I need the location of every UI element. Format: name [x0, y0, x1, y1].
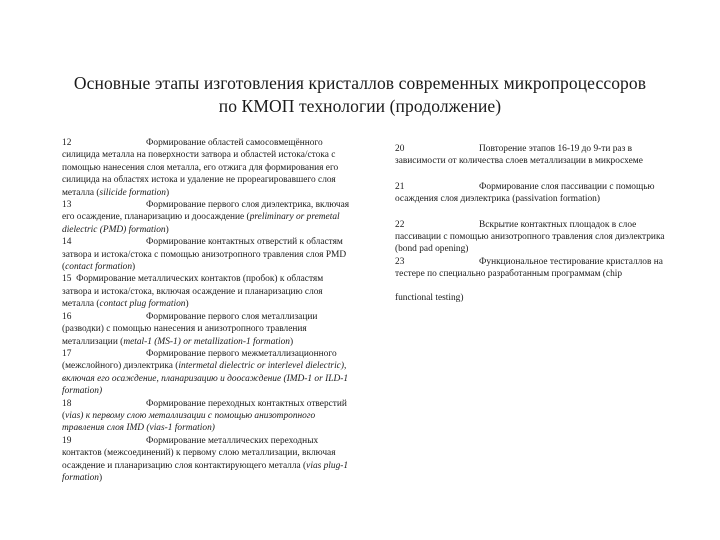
- step-term: vias plug-1 formation: [62, 460, 349, 483]
- step-text-end: ): [165, 224, 169, 235]
- step-number: 21: [395, 181, 405, 192]
- step-text-end: ): [185, 299, 189, 310]
- step-term: intermetal dielectric or interlevel dielectric), включая его осаждение, планаризацию и доосаждение (IMD-1 or ILD-1 formation): [62, 361, 349, 397]
- right-column: [395, 143, 671, 304]
- step-17: [62, 348, 354, 398]
- step-19: [62, 435, 354, 485]
- step-number: 17: [62, 348, 72, 359]
- step-23: [395, 256, 671, 281]
- step-text-end: ): [132, 262, 136, 273]
- step-number: 20: [395, 144, 405, 154]
- step-number: 14: [62, 237, 72, 248]
- step-text: Вскрытие контактных площадок в слое пассивации с помощью анизотропного травления слоя диэлектрика (bond pad opening): [395, 219, 665, 255]
- step-16: [62, 311, 354, 348]
- step-number: 15: [62, 274, 72, 285]
- step-21: [395, 181, 671, 206]
- step-text: Формирование переходных контактных отверстий (: [62, 398, 347, 421]
- step-number: 22: [395, 219, 405, 230]
- step-12: [62, 137, 354, 199]
- step-20: [395, 143, 671, 168]
- step-22: [395, 219, 671, 256]
- step-13: [62, 199, 354, 236]
- step-text: Формирование слоя пассивации с помощью осаждения слоя диэлектрика (passivation formation): [395, 181, 655, 205]
- step-14: [62, 236, 354, 273]
- step-number: 19: [62, 435, 72, 446]
- step-15: [62, 273, 354, 310]
- spacer: [395, 206, 671, 219]
- step-number: 16: [62, 311, 72, 322]
- spacer: [395, 281, 671, 292]
- step-text: Формирование первого межметаллизационного (межслойного) диэлектрика (: [62, 348, 337, 372]
- step-text-end: ): [165, 187, 170, 198]
- step-text: Формирование металлических контактов (пробок) к областям затвора и истока/стока, включая осаждение и планаризацию слоя металла (: [62, 274, 324, 310]
- left-column: [62, 137, 354, 484]
- step-18: [62, 398, 354, 435]
- step-text: Формирование областей самосовмещённого силицида металла на поверхности затвора и областей истока/стока с помощью нанесения слоя металла, его отжига для формирования его силицида на областях истока и удаление не прореагировавшего слоя металла (: [62, 138, 339, 198]
- step-text: Повторение этапов 16-19 до 9-ти раз в зависимости от количества слоев металлизации в микросхеме: [395, 144, 643, 167]
- step-number: 13: [62, 200, 72, 211]
- slide-title: [40, 72, 680, 118]
- step-text-end: ): [98, 472, 103, 483]
- step-number: 23: [395, 256, 405, 267]
- step-term: contact formation: [65, 262, 133, 273]
- step-number: 12: [62, 138, 72, 148]
- step-text: Формирование первого слоя диэлектрика, включая его осаждение, планаризацию и доосаждение (: [62, 200, 350, 223]
- step-term: contact plug formation: [99, 299, 186, 310]
- step-23-tail: functional testing): [395, 292, 464, 303]
- step-term: preliminary or premetal dielectric (PMD) formation: [62, 212, 340, 235]
- step-term: silicide formation: [99, 187, 166, 198]
- step-text: Формирование металлических переходных контактов (межсоединений) к первому слою металлизации, включая осаждение и планаризацию слоя контактирующего металла (: [62, 435, 336, 471]
- step-term: vias) к первому слою металлизации с помощью анизотропного травления слоя IMD (vias-1 formation): [62, 410, 316, 434]
- spacer: [395, 168, 671, 181]
- slide-title-line2: по КМОП технологии (продолжение): [218, 96, 502, 116]
- step-number: 18: [62, 398, 72, 409]
- step-term: metal-1 (MS-1) or metallization-1 formation: [123, 336, 290, 347]
- step-text: Формирование контактных отверстий к областям затвора и истока/стока с помощью анизотропного травления слоя PMD (: [62, 237, 347, 273]
- slide-title-line1: Основные этапы изготовления кристаллов современных микропроцессоров: [73, 73, 647, 93]
- step-text: Функциональное тестирование кристаллов на тестере по специально разработанным программам (chip: [395, 256, 663, 280]
- step-text: Формирование первого слоя металлизации (разводки) с помощью нанесения и анизотропного травления металлизации (: [62, 311, 318, 347]
- step-text-end: ): [289, 336, 294, 347]
